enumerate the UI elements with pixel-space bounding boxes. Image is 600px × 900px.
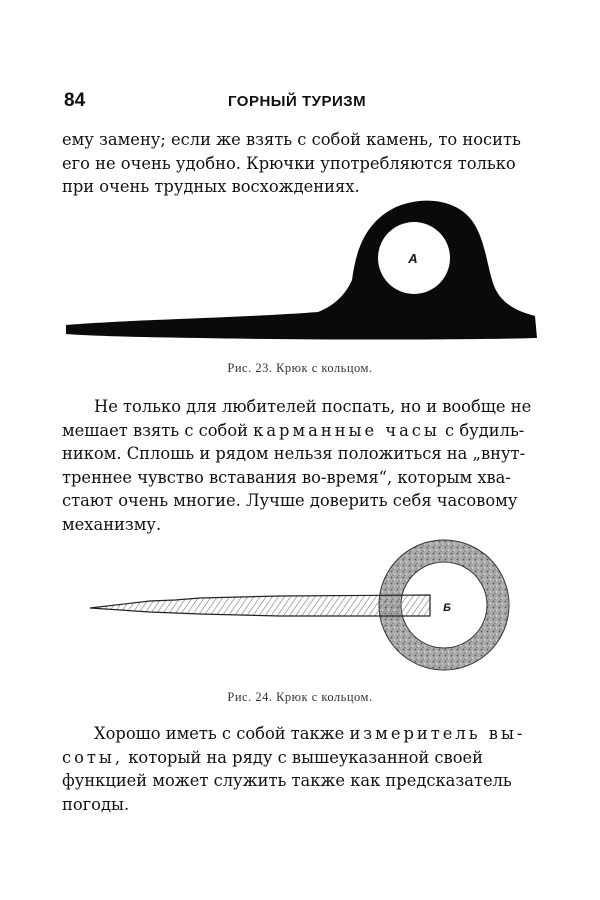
page-number: 84 [64, 90, 86, 111]
figure-23-caption: Рис. 23. Крюк с кольцом. [227, 361, 373, 375]
figure-24-label: Б [443, 602, 451, 614]
text-line: соты, который на ряду с вышеуказанной своей [62, 747, 483, 767]
figure-23-label: A [408, 251, 418, 266]
text-line: ему замену; если же взять с собой камень, то носить [62, 130, 521, 149]
spaced-emphasis: измеритель вы- [349, 724, 526, 743]
text-line: его не очень удобно. Крючки употребляются только [62, 153, 516, 173]
paragraph-3 [62, 722, 534, 816]
spaced-emphasis: соты, [62, 747, 124, 767]
text-line: механизму. [62, 514, 162, 534]
figure-24-spike [90, 595, 430, 616]
text-line: стают очень многие. Лучше доверить себя часовому [62, 491, 518, 510]
text-line: функцией может служить также как предсказатель [62, 771, 512, 790]
running-title: ГОРНЫЙ ТУРИЗМ [228, 93, 367, 110]
figure-24-caption: Рис. 24. Крюк с кольцом. [227, 690, 373, 704]
text-line: мешает взять с собой карманные часы с будиль- [62, 420, 525, 440]
text-line: Не только для любителей поспать, но и вообще не [94, 397, 532, 416]
spaced-emphasis: карманные часы [253, 420, 440, 440]
text-line: Хорошо иметь с собой также измеритель вы- [94, 724, 526, 743]
text-line: при очень трудных восхождениях. [62, 177, 360, 196]
text-line: ником. Сплошь и рядом нельзя положиться на „внут- [62, 444, 526, 463]
text-line: треннее чувство вставания во-время“, которым хва- [62, 467, 511, 487]
text-line: погоды. [62, 794, 130, 814]
